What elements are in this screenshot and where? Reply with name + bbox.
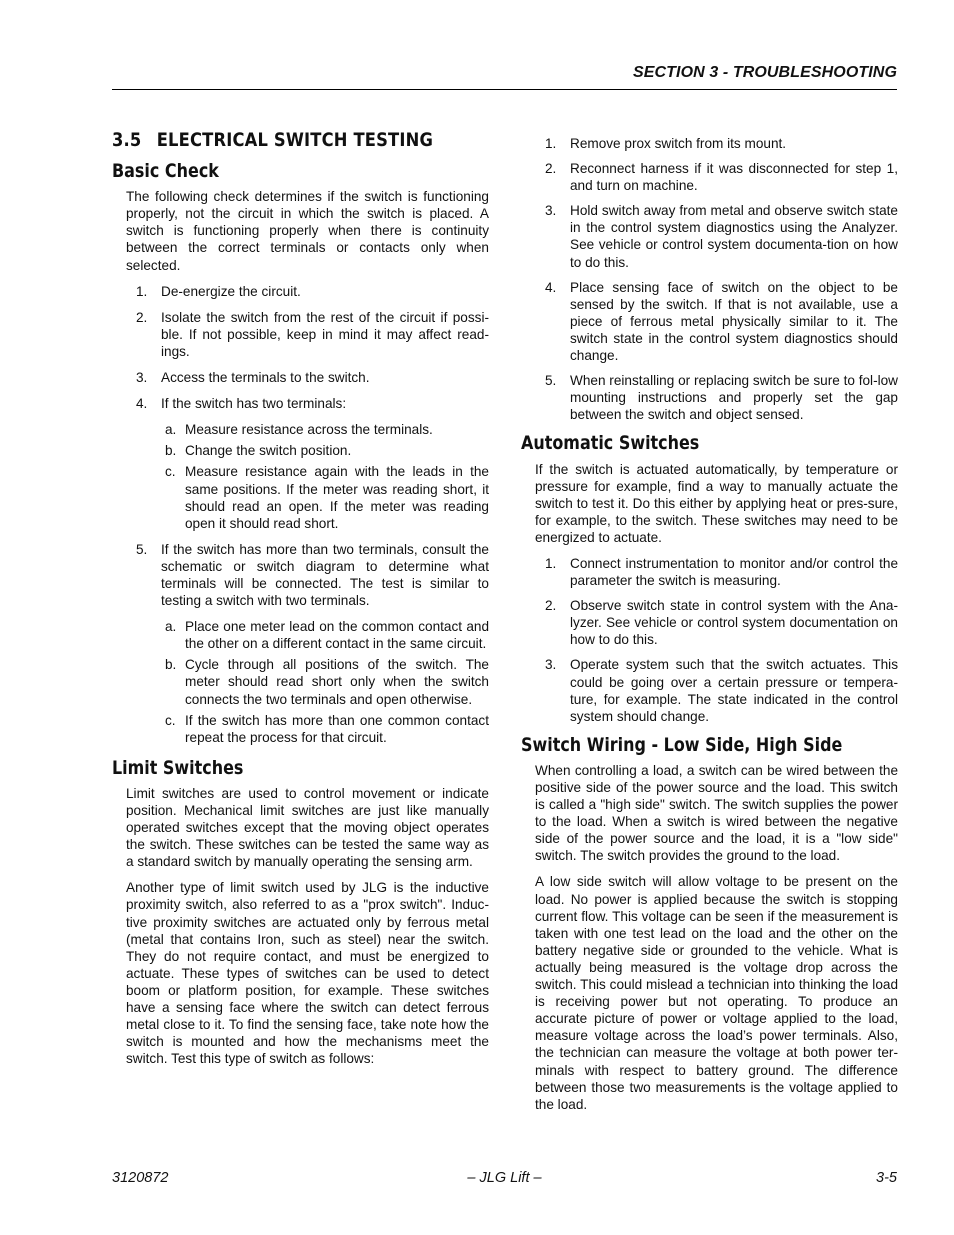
automatic-switches-heading: Automatic Switches [521,432,700,455]
substep-letter: c. [165,464,176,480]
step-number: 2. [136,309,148,325]
step-number: 5. [136,541,148,557]
limit-switches-heading: Limit Switches [112,756,244,779]
step-text: Hold switch away from metal and observe switch state in the control system diagnostics using the Analyzer. See vehicle or control system documenta-tion on how to do this. [570,203,898,270]
switch-wiring-paragraph-2: A low side switch will allow voltage to be present on the load. No power is applied because the switch is stopping current flow. This voltage can be seen if the measurement is taken with one test lead on the load and the other on the battery negative side or grounded to the vehicle. What is actually being measured is the voltage drop across the switch. This could mislead a technician into thinking the load is receiving power but not operating. To produce an accurate picture of power or voltage applied to the load, measure voltage across the load’s power terminals. Also, the technician can measure the voltage at both power ter-minals with respect to battery ground. The difference between those two measurements is the voltage applied to the load. [535,874,898,1112]
list-item [521,135,898,152]
automatic-switches-intro: If the switch is actuated automatically, by temperature or pressure for example, find a way to manually actuate the switch to test it. Do this either by applying heat or pres-sure, for example, to the switch. These switches may need to be energized to actuate. [535,461,898,545]
substep-text: If the switch has more than one common contact repeat the process for that circuit. [185,712,489,745]
right-column [521,135,898,1122]
list-item [112,309,489,360]
step-number: 3. [136,370,148,386]
step-text: When reinstalling or replacing switch be sure to fol-low mounting instructions and properly set the gap between the switch and object sensed. [570,373,898,423]
document-number: 3120872 [112,1170,169,1186]
step-number: 4. [136,396,148,412]
section-number: 3.5 [112,129,142,151]
step-number: 1. [136,283,148,299]
section-title-text: ELECTRICAL SWITCH TESTING [156,129,434,151]
section-header: SECTION 3 - TROUBLESHOOTING [632,64,897,81]
substep-text: Measure resistance again with the leads in the same positions. If the meter was reading short, it should read an open. If the meter was reading open it should read short. [185,464,489,531]
list-item [161,656,489,707]
list-item [521,372,898,423]
step4-substeps [161,421,489,532]
list-item [521,656,898,724]
substep-text: Cycle through all positions of the switch. The meter should read short only when the switch connects the two terminals and open otherwise. [185,657,489,707]
substep-text: Change the switch position. [185,443,352,459]
list-item [161,463,489,531]
list-item [521,202,898,270]
substep-letter: a. [165,619,177,635]
step-text: Connect instrumentation to monitor and/or control the parameter the switch is measuring. [570,555,898,589]
step-text: Reconnect harness if it was disconnected for step 1, and turn on machine. [570,161,898,194]
step-number: 3. [545,203,557,219]
list-item [161,442,489,459]
substep-letter: b. [165,657,177,673]
step-text: Place sensing face of switch on the object to be sensed by the switch. If that is not available, use a piece of ferrous metal physically similar to it. The switch state in the control system diagnostics should change. [570,279,898,364]
list-item [521,555,898,589]
header-rule [112,89,897,90]
list-item [521,160,898,194]
step-number: 3. [545,657,557,673]
limit-switches-paragraph-1: Limit switches are used to control movement or indicate position. Mechanical limit switches are just like manually operated switches except that the moving object operates the switch. These switches can be tested the same way as a standard switch by manually operating the sensing arm. [126,785,489,870]
step-number: 4. [545,279,557,295]
step-number: 5. [545,373,557,389]
substep-letter: a. [165,422,177,438]
step-text: If the switch has two terminals: [161,396,347,412]
page-number: 3-5 [876,1170,897,1186]
step-text: De-energize the circuit. [161,283,301,299]
step-number: 1. [545,555,557,571]
limit-switches-paragraph-2: Another type of limit switch used by JLG is the inductive proximity switch, also referred to as a "prox switch". Induc-tive proximity switches are actuated only by ferrous metal (metal that contains Iron, such as steel) near the switch. They do not require contact, and must be energized to actuate. These types of switches can be used to detect boom or platform position, for example. These switches have a sensing face where the switch can detect ferrous metal close to it. To find the sensing face, take note how the switch is mounted and how the mechanisms meet the switch. Test this type of switch as follows: [126,880,489,1067]
switch-wiring-heading: Switch Wiring - Low Side, High Side [521,733,843,756]
list-item [112,541,489,746]
list-item [112,395,489,532]
list-item [112,283,489,300]
left-column [112,128,489,1076]
substep-text: Place one meter lead on the common contact and the other on a different contact in the same circuit. [185,619,489,652]
list-item [161,712,489,746]
list-item [521,279,898,364]
substep-text: Measure resistance across the terminals. [185,422,433,438]
step-number: 1. [545,136,557,151]
switch-wiring-paragraph-1: When controlling a load, a switch can be wired between the positive side of the power source and the load. This switch is called a "high side" switch. The switch supplies the power to the load. When a switch is wired between the negative side of the power source and the load, it is a "low side" switch. The switch provides the ground to the load. [535,762,898,864]
step5-substeps [161,618,489,746]
substep-letter: c. [165,712,176,728]
step-number: 2. [545,161,557,177]
substep-letter: b. [165,443,177,459]
automatic-switches-steps [521,555,898,725]
section-title [112,129,436,151]
footer-brand: – JLG Lift – [467,1170,542,1186]
step-text: Isolate the switch from the rest of the circuit if possi-ble. If not possible, keep in mind it may affect read-ings. [161,309,489,359]
step-text: Remove prox switch from its mount. [570,136,787,151]
list-item [161,618,489,652]
list-item [112,369,489,386]
basic-check-steps [112,283,489,746]
step-number: 2. [545,598,557,614]
step-text: Operate system such that the switch actuates. This could be going over a certain pressure or tempera-ture, for example. The state indicated in the control system should change. [570,657,898,724]
list-item [521,597,898,648]
step-text: Observe switch state in control system with the Ana-lyzer. See vehicle or control system documentation on how to do this. [570,598,898,648]
step-text: Access the terminals to the switch. [161,370,370,386]
prox-switch-steps [521,135,898,423]
basic-check-heading: Basic Check [112,160,219,183]
list-item [161,421,489,438]
step-text: If the switch has more than two terminals, consult the schematic or switch diagram to determine what terminals will be connected. The test is similar to testing a switch with two terminals. [161,541,489,609]
basic-check-intro: The following check determines if the switch is functioning properly, not the circuit in which the switch is placed. A switch is functioning properly when there is continuity between the correct terminals or contacts only when selected. [126,189,489,273]
